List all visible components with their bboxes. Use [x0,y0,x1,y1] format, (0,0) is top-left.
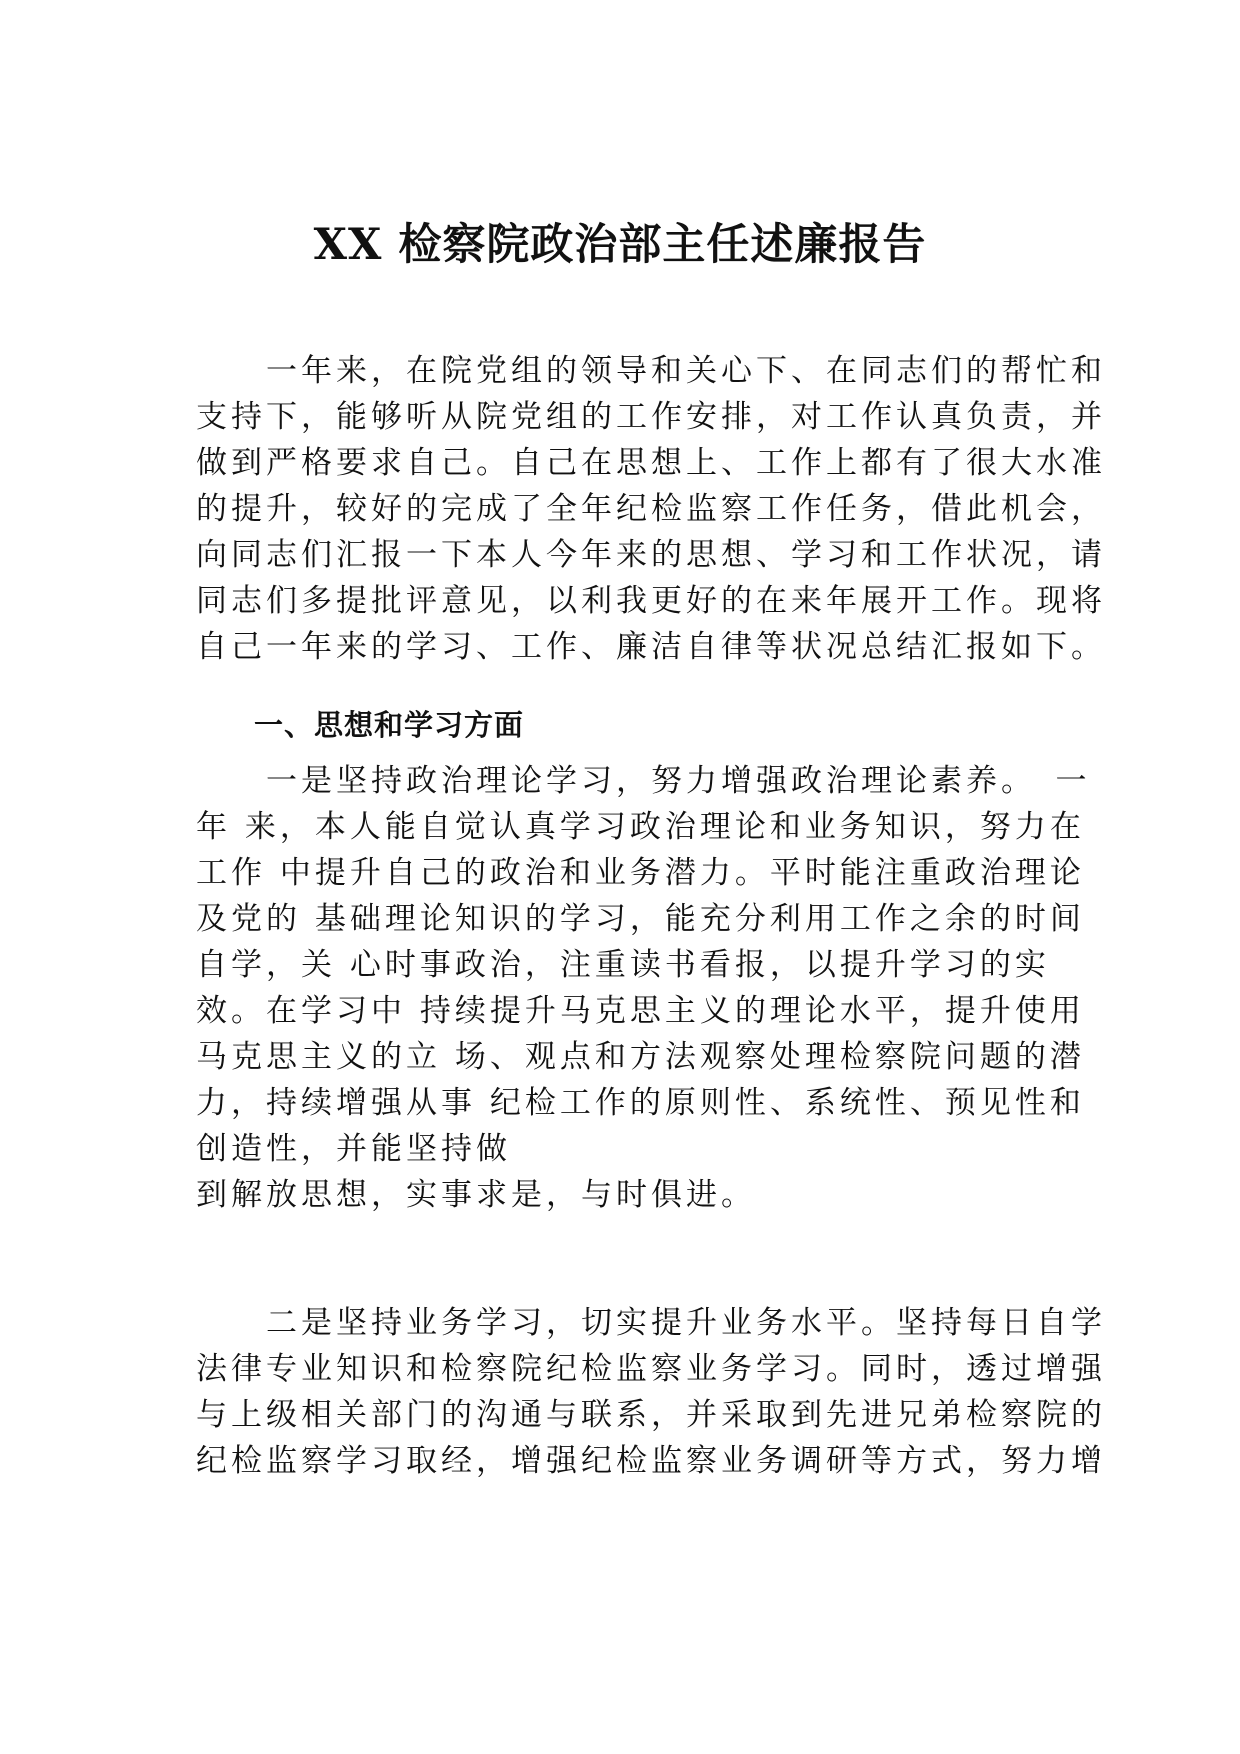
text-line: 自学，关 心时事政治，注重读书看报，以提升学习的实 [196,947,1050,983]
text-line: 及党的 基础理论知识的学习，能充分利用工作之余的时间 [196,901,1085,937]
text-line: 纪检监察学习取经，增强纪检监察业务调研等方式，努力增 [196,1443,1106,1479]
text-line: 效。在学习中 持续提升马克思主义的理论水平，提升使用 [196,993,1085,1029]
political-study-paragraph [196,758,1091,1218]
text-line: 创造性，并能坚持做 [196,1131,511,1167]
text-line: 同志们多提批评意见，以利我更好的在来年展开工作。现将 [196,583,1106,619]
text-line: 向同志们汇报一下本人今年来的思想、学习和工作状况，请 [196,537,1106,573]
text-line: 年 来，本人能自觉认真学习政治理论和业务知识，努力在 [196,809,1085,845]
text-line: 工作 中提升自己的政治和业务潜力。平时能注重政治理论 [196,855,1085,891]
text-line: 到解放思想，实事求是，与时俱进。 [196,1177,756,1213]
text-line: 一年来，在院党组的领导和关心下、在同志们的帮忙和 [196,353,1106,389]
section-heading: 一、思想和学习方面 [254,708,525,742]
text-line: 自己一年来的学习、工作、廉洁自律等状况总结汇报如下。 [196,629,1106,665]
intro-paragraph [196,348,1106,670]
business-study-paragraph [196,1300,1106,1484]
text-line: 支持下，能够听从院党组的工作安排，对工作认真负责，并 [196,399,1106,435]
text-line: 的提升，较好的完成了全年纪检监察工作任务，借此机会， [196,491,1106,527]
text-line: 二是坚持业务学习，切实提升业务水平。坚持每日自学 [196,1305,1106,1341]
text-line: 法律专业知识和检察院纪检监察业务学习。同时，透过增强 [196,1351,1106,1387]
document-title: XX 检察院政治部主任述廉报告 [313,220,927,270]
text-line: 马克思主义的立 场、观点和方法观察处理检察院问题的潜 [196,1039,1085,1075]
text-line: 一是坚持政治理论学习，努力增强政治理论素养。 一 [196,763,1091,799]
text-line: 力，持续增强从事 纪检工作的原则性、系统性、预见性和 [196,1085,1085,1121]
text-line: 与上级相关部门的沟通与联系，并采取到先进兄弟检察院的 [196,1397,1106,1433]
text-line: 做到严格要求自己。自己在思想上、工作上都有了很大水准 [196,445,1106,481]
